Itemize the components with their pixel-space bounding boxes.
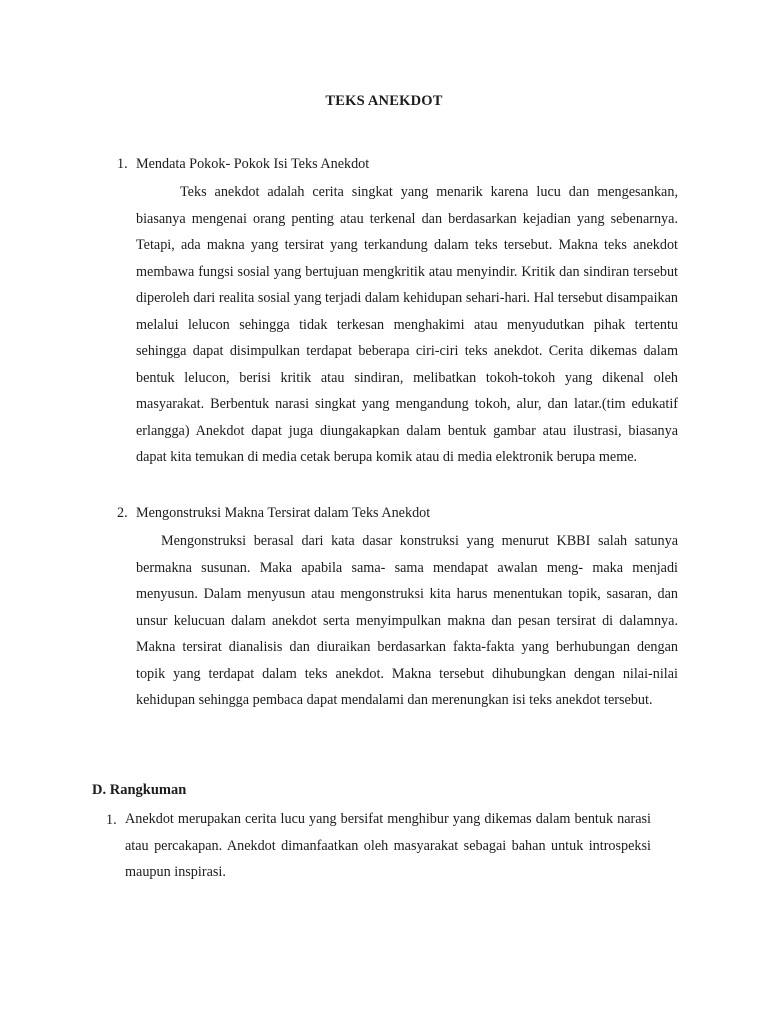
item-1-paragraph: Teks anekdot adalah cerita singkat yang menarik karena lucu dan mengesankan, biasanya mengenai orang penting atau terkenal dan berdasarkan kejadian yang sebenarnya. Tetapi, ada makna yang tersirat yang terkandung dalam teks tersebut. Makna teks anekdot membawa fungsi sosial yang bertujuan mengkritik atau menyindir. Kritik dan sindiran tersebut diperoleh dari realita sosial yang terjadi dalam kehidupan sehari-hari. Hal tersebut disampaikan melalui lelucon sehingga tidak terkesan menghakimi atau menyudutkan pihak tertentu sehingga dapat disimpulkan terdapat beberapa ciri-ciri teks anekdot. Cerita dikemas dalam bentuk lelucon, berisi kritik atau sindiran, melibatkan tokoh-tokoh yang dikenal oleh masyarakat. Berbentuk narasi singkat yang mengandung tokoh, alur, dan latar.(tim edukatif erlangga) Anekdot dapat juga diungakapkan dalam bentuk gambar atau ilustrasi, biasanya dapat kita temukan di media cetak berupa komik atau di media elektronik berupa meme. <box>136 184 678 465</box>
summary-number-1: 1. <box>106 812 117 828</box>
list-number-2: 2. <box>117 505 128 521</box>
list-number-1: 1. <box>117 156 128 172</box>
item-2-paragraph: Mengonstruksi berasal dari kata dasar konstruksi yang menurut KBBI salah satunya bermakna susunan. Maka apabila sama- sama mendapat awalan meng- maka menjadi menyusun. Dalam menyusun atau mengonstruksi kita harus menentukan topik, sasaran, dan unsur kelucuan dalam anekdot serta menyimpulkan makna dan pesan tersirat di dalamnya. Makna tersirat dianalisis dan diuraikan berdasarkan fakta-fakta yang berhubungan dengan topik yang terdapat dalam teks anekdot. Makna tersebut dihubungkan dengan nilai-nilai kehidupan sehingga pembaca dapat mendalami dan merenungkan isi teks anekdot tersebut. <box>136 533 678 708</box>
item-2-heading: Mengonstruksi Makna Tersirat dalam Teks Anekdot <box>136 505 431 521</box>
summary-item-1-text: Anekdot merupakan cerita lucu yang bersifat menghibur yang dikemas dalam bentuk narasi atau percakapan. Anekdot dimanfaatkan oleh masyarakat sebagai bahan untuk introspeksi maupun inspirasi. <box>125 811 651 880</box>
item-1-heading: Mendata Pokok- Pokok Isi Teks Anekdot <box>136 156 370 172</box>
page-title: TEKS ANEKDOT <box>325 93 443 109</box>
section-heading-rangkuman: D. Rangkuman <box>92 782 187 798</box>
